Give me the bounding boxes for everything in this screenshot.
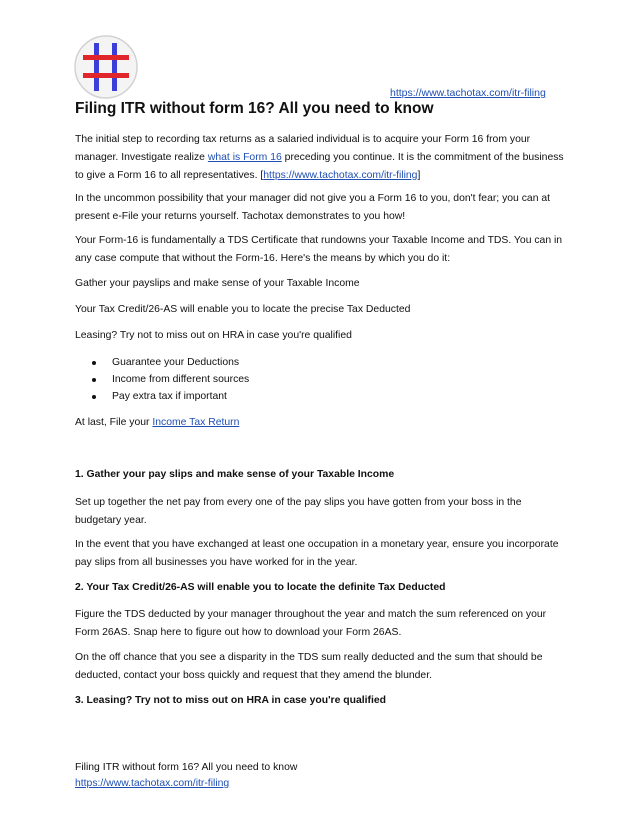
list-item: Pay extra tax if important [92, 388, 249, 405]
list-item: Guarantee your Deductions [92, 354, 249, 371]
page-title: Filing ITR without form 16? All you need to know [75, 100, 434, 117]
section-3-heading: 3. Leasing? Try not to miss out on HRA in case you're qualified [75, 695, 386, 706]
footer-title: Filing ITR without form 16? All you need to know [75, 762, 298, 773]
header-url-link[interactable]: https://www.tachotax.com/itr-filing [390, 87, 546, 99]
paragraph-no-form16: In the uncommon possibility that your manager did not give you a Form 16 to you, don't fear; you can at present e-File your returns yourself. Tachotax demonstrates to you how! [75, 193, 551, 222]
paragraph-form16-definition: Your Form-16 is fundamentally a TDS Certificate that rundowns your Taxable Income and TDS. You can in any case compute that without the Form-16. Here's the means by which you do it: [75, 235, 563, 264]
step-1-text: Gather your payslips and make sense of your Taxable Income [75, 278, 360, 289]
bullet-icon [92, 378, 96, 382]
section-2-paragraph-1: Figure the TDS deducted by your manager throughout the year and match the sum referenced on your Form 26AS. Snap here to figure out how to download your Form 26AS. [75, 609, 547, 638]
bullet-icon [92, 361, 96, 365]
list-item: Income from different sources [92, 371, 249, 388]
footer-url-link[interactable]: https://www.tachotax.com/itr-filing [75, 778, 230, 789]
income-tax-return-link[interactable]: Income Tax Return [152, 417, 240, 428]
section-1-paragraph-1: Set up together the net pay from every one of the pay slips you have gotten from your boss in the budgetary year. [75, 497, 522, 526]
bullet-icon [92, 395, 96, 399]
file-return-text: At last, File your Income Tax Return [75, 417, 240, 428]
bullet-list [92, 354, 249, 405]
intro-paragraph: The initial step to recording tax returns as a salaried individual is to acquire your Form 16 from your manager. Investigate realize what is Form 16 preceding you continue. It is the commitment of the business to give a Form 16 to all representatives. [https://www.tachotax.com/itr-filing] [75, 134, 564, 181]
step-3-text: Leasing? Try not to miss out on HRA in case you're qualified [75, 330, 352, 341]
section-1-paragraph-2: In the event that you have exchanged at least one occupation in a monetary year, ensure you incorporate pay slips from all businesses you have worked for in the year. [75, 539, 559, 568]
step-2-text: Your Tax Credit/26-AS will enable you to locate the precise Tax Deducted [75, 304, 411, 315]
page-footer [75, 760, 297, 792]
tachotax-logo-icon [73, 34, 139, 100]
what-is-form16-link[interactable]: what is Form 16 [207, 152, 282, 163]
section-1-heading: 1. Gather your pay slips and make sense of your Taxable Income [75, 469, 395, 480]
section-2-paragraph-2: On the off chance that you see a disparity in the TDS sum really deducted and the sum that should be deducted, contact your boss quickly and request that they amend the blunder. [75, 652, 543, 681]
section-2-heading: 2. Your Tax Credit/26-AS will enable you to locate the definite Tax Deducted [75, 582, 446, 593]
itr-filing-link[interactable]: https://www.tachotax.com/itr-filing [263, 170, 418, 181]
